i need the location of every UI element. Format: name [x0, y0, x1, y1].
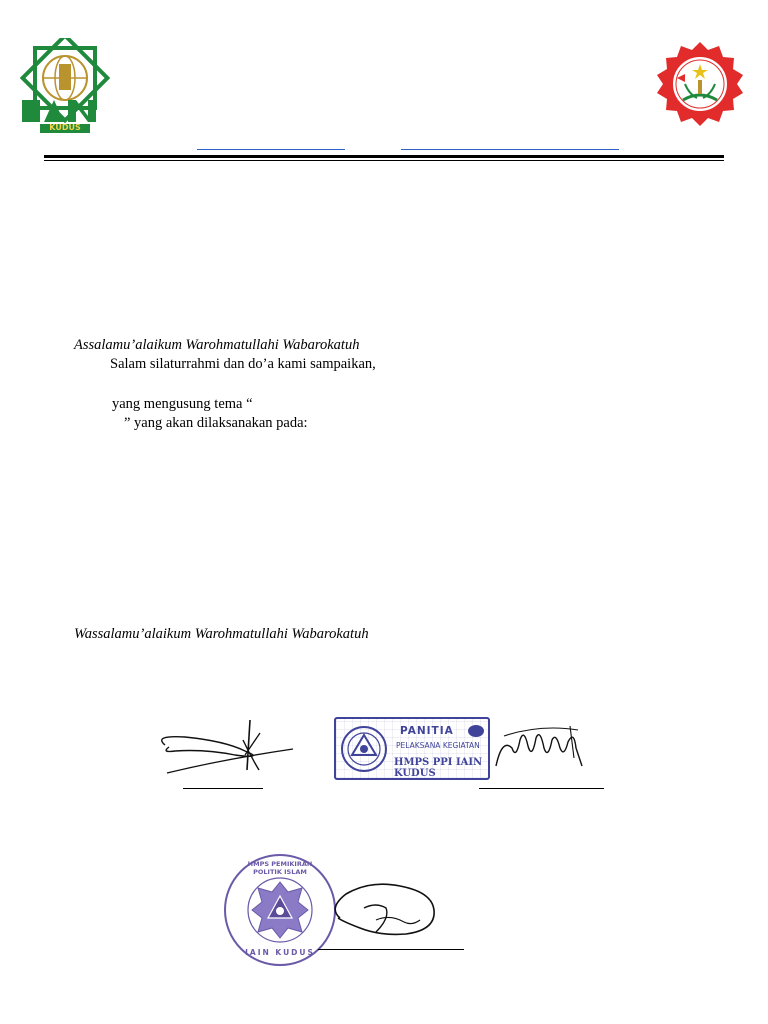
seal-ring-text-bottom: IAIN KUDUS [245, 948, 315, 957]
stamp-ink-blot [468, 725, 484, 737]
theme-line: yang mengusung tema “ [112, 396, 253, 412]
stamp-org: HMPS PPI IAIN KUDUS [394, 757, 483, 779]
header-rule-thin [44, 160, 724, 161]
closing-greeting: Wassalamu’alaikum Warohmatullahi Wabarokatuh [74, 626, 369, 642]
schedule-line: ” yang akan dilaksanakan pada: [124, 415, 308, 431]
logo-text: KUDUS [49, 123, 81, 132]
intro-line: Salam silaturrahmi dan do’a kami sampaikan, [110, 356, 376, 372]
organization-emblem [655, 42, 745, 126]
stamp-subtitle: PELAKSANA KEGIATAN [396, 741, 480, 750]
signature-line-bottom [318, 949, 464, 950]
seal-ring-text-top: HMPS PEMIKIRAN POLITIK ISLAM [247, 860, 313, 876]
header-rule-thick [44, 155, 724, 158]
opening-greeting: Assalamu’alaikum Warohmatullahi Wabarokatuh [74, 337, 360, 353]
signature-line-left [183, 788, 263, 789]
signature-left [155, 715, 300, 780]
header-link-underline-left [197, 149, 345, 150]
committee-stamp [334, 717, 490, 780]
iain-kudus-logo [20, 38, 110, 134]
header-link-underline-right [401, 149, 619, 150]
stamp-title: PANITIA [400, 725, 454, 737]
signature-line-right [479, 788, 604, 789]
stamp-emblem [340, 725, 388, 773]
signature-right [490, 718, 590, 773]
signature-bottom [320, 878, 445, 948]
